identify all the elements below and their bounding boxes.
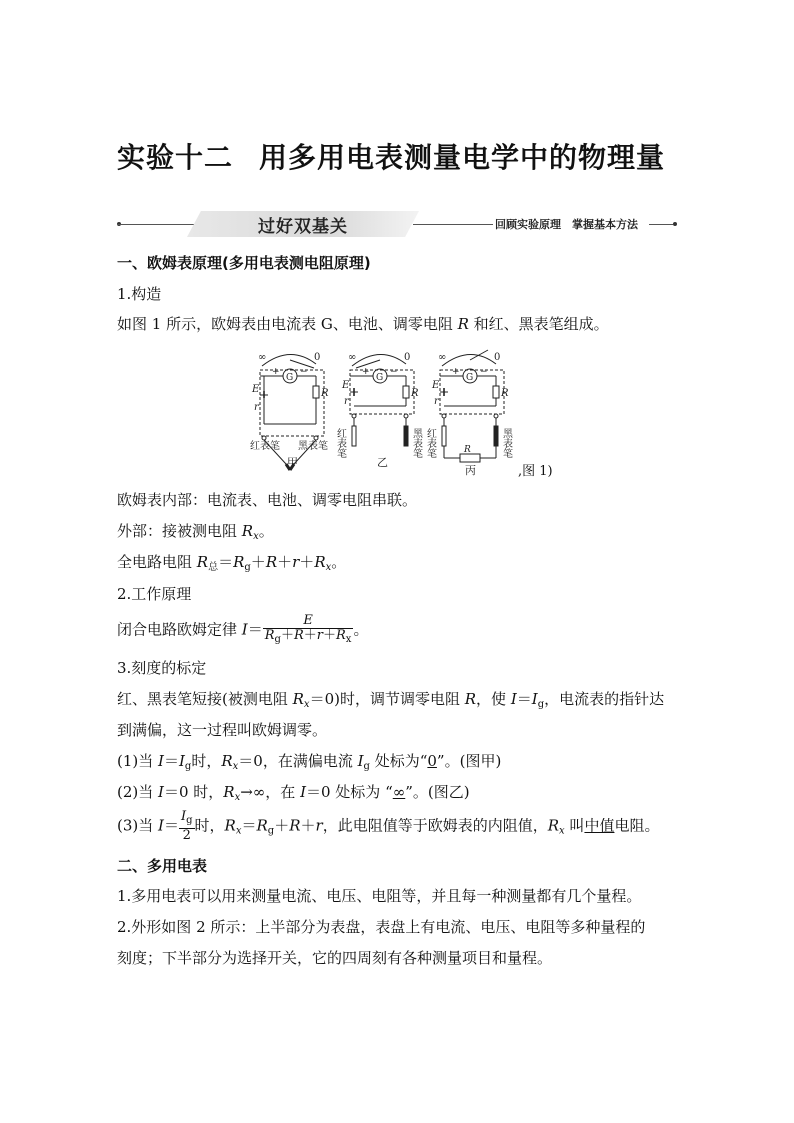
yi-internal-r: r — [344, 396, 349, 407]
ohm-law: 闭合电路欧姆定律 I＝ $\frac{E}{R_g+R+r+R_x}$ 。 — [117, 613, 369, 645]
multimeter-point-2-line-1: 2.外形如图 2 所示：上半部分为表盘，表盘上有电流、电压、电阻等多种量程的 — [117, 918, 646, 936]
jia-internal-r: r — [254, 402, 259, 413]
jia-galvanometer: G — [286, 373, 294, 383]
subsection-3-heading: 3.刻度的标定 — [117, 659, 207, 677]
outer-description: 外部：接被测电阻 $R_x$。 — [117, 522, 274, 542]
half-full-scale-fraction: $\frac{I_g}{2}$ — [180, 809, 193, 843]
section-1-heading: 一、欧姆表原理(多用电表测电阻原理) — [117, 254, 371, 272]
calibration-line-2: 到满偏，这一过程叫欧姆调零。 — [117, 721, 328, 739]
calibration-item-3: (3)当 I＝ $\frac{I_g}{2}$ 时，$R_x=R_g+R+r$，此电阻值等于欧姆表的内阻值，$R_x$ 叫中值电阻。 — [117, 809, 660, 843]
jia-red-pen: 红表笔 — [250, 441, 280, 452]
jia-zero-adjust: R — [321, 388, 329, 399]
section-2-heading: 二、多用电表 — [117, 857, 208, 875]
multimeter-point-1: 1.多用电表可以用来测量电流、电压、电阻等，并且每一种测量都有几个量程。 — [117, 887, 642, 905]
figure-caption: ,图 1) — [518, 464, 553, 479]
yi-galvanometer: G — [376, 373, 384, 383]
bing-red-pen: 红表笔 — [424, 428, 436, 458]
multimeter-point-2-line-2: 刻度；下半部分为选择开关，它的四周刻有各种测量项目和量程。 — [117, 949, 553, 967]
figure-1-ohmmeter-circuits — [250, 346, 580, 482]
yi-plus: + — [362, 367, 370, 377]
section-banner — [117, 211, 677, 237]
calibration-item-1: (1)当 $I=I_g$时，$R_x=0$，在满偏电流 $I_g$ 处标为“0”。(图甲) — [117, 752, 502, 772]
jia-infinity: ∞ — [258, 352, 267, 363]
jia-emf: E — [252, 384, 260, 395]
bing-emf: E — [432, 380, 440, 391]
bing-infinity: ∞ — [438, 352, 447, 363]
yi-zero: 0 — [404, 352, 411, 363]
yi-emf: E — [342, 380, 350, 391]
banner-line-left — [117, 224, 195, 225]
ohm-law-fraction: $\frac{E}{R_g+R+r+R_x}$ — [264, 613, 352, 645]
bing-minus: − — [480, 367, 488, 377]
diagram-yi — [350, 354, 414, 446]
bing-plus: + — [452, 367, 460, 377]
inner-description: 欧姆表内部：电流表、电池、调零电阻串联。 — [117, 491, 418, 509]
bing-black-pen: 黑表笔 — [500, 428, 512, 458]
yi-black-pen: 黑表笔 — [410, 428, 422, 458]
banner-subtitle: 回顾实验原理 掌握基本方法 — [495, 218, 638, 231]
jia-plus: + — [272, 367, 280, 377]
bing-zero: 0 — [494, 352, 501, 363]
banner-line-right — [649, 224, 673, 225]
yi-red-pen: 红表笔 — [334, 428, 346, 458]
banner-line-middle — [413, 224, 493, 225]
title-experiment-number: 实验十二 — [117, 141, 234, 174]
diagram-bing — [440, 350, 504, 462]
label-yi: 乙 — [377, 456, 388, 469]
bing-rx: R — [464, 445, 471, 455]
bing-internal-r: r — [434, 396, 439, 407]
calibration-item-2: (2)当 I＝0 时，$R_x\to\infty$，在 I＝0 处标为 “∞”。(图乙) — [117, 783, 470, 803]
construction-text: 如图 1 所示，欧姆表由电流表 G、电池、调零电阻 R 和红、黑表笔组成。 — [117, 315, 609, 333]
yi-zero-adjust: R — [411, 388, 419, 399]
page-title — [117, 136, 665, 176]
jia-zero: 0 — [314, 352, 321, 363]
label-jia: 甲 — [287, 456, 298, 469]
bing-galvanometer: G — [466, 373, 474, 383]
title-topic: 用多用电表测量电学中的物理量 — [259, 141, 666, 174]
label-bing: 丙 — [465, 464, 476, 477]
banner-dot-right — [673, 222, 677, 226]
jia-black-pen: 黑表笔 — [298, 441, 328, 452]
total-resistance: 全电路电阻 $R_总=R_g+R+r+R_x$。 — [117, 553, 347, 573]
bing-zero-adjust: R — [501, 388, 509, 399]
diagram-jia — [260, 354, 324, 470]
jia-minus: − — [300, 367, 308, 377]
subsection-1-heading: 1.构造 — [117, 285, 162, 303]
subsection-2-heading: 2.工作原理 — [117, 585, 192, 603]
yi-minus: − — [390, 367, 398, 377]
banner-tag: 过好双基关 — [258, 217, 348, 237]
calibration-line-1: 红、黑表笔短接(被测电阻 $R_x=0$)时，调节调零电阻 R，使 $I=I_g$，电流表的指针达 — [117, 690, 665, 710]
yi-infinity: ∞ — [348, 352, 357, 363]
